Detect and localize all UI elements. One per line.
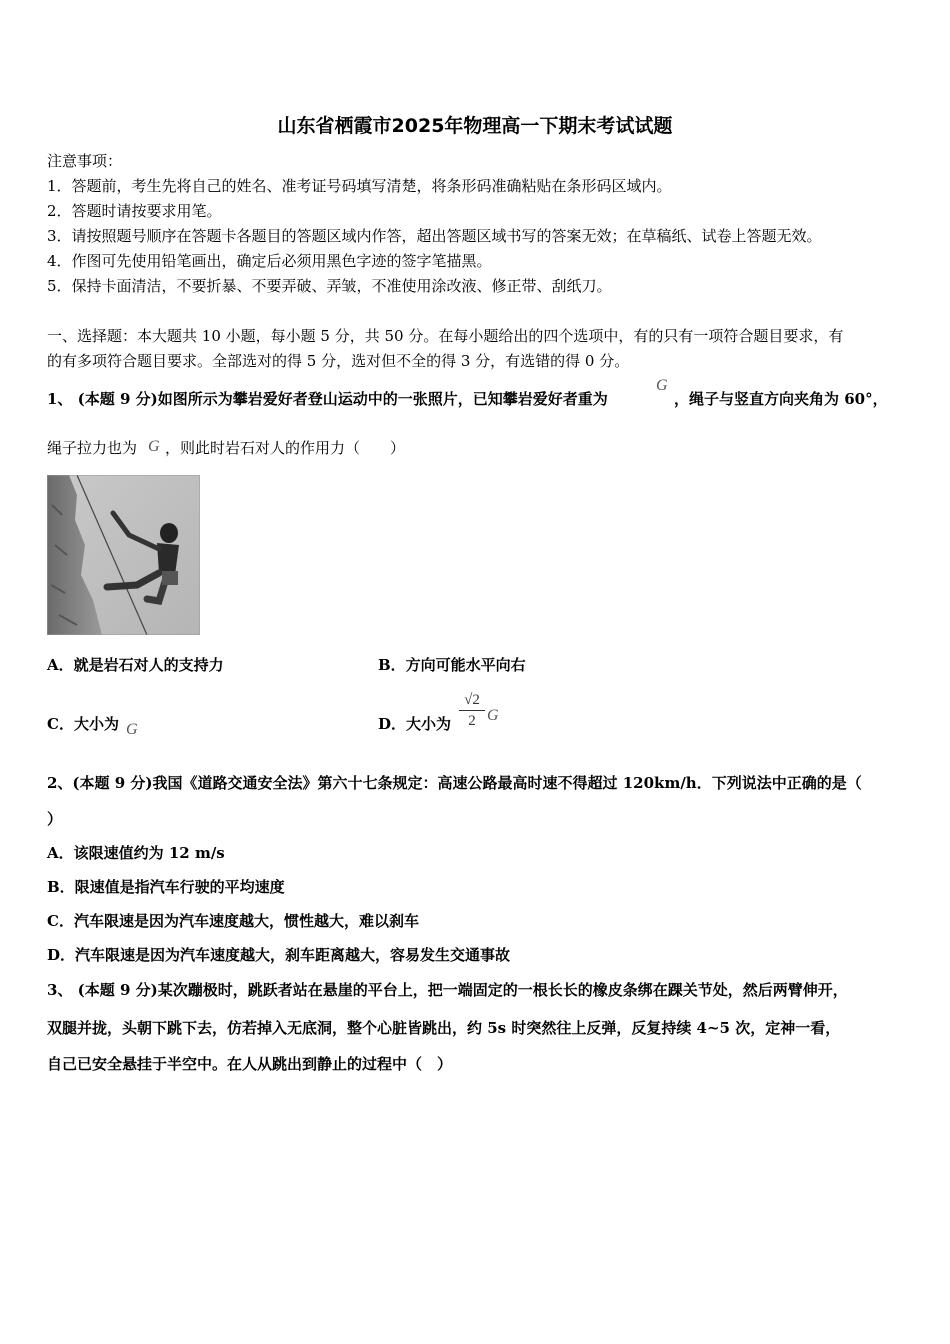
q1-stem-line-1a: 1、 (本题 9 分)如图所示为攀岩爱好者登山运动中的一张照片，已知攀岩爱好者重为	[47, 390, 608, 408]
q1-stem-line-2b: ，则此时岩石对人的作用力（ ）	[165, 439, 406, 457]
q1-option-c-symbol-g: G	[126, 721, 138, 738]
q2-option-b: B．限速值是指汽车行驶的平均速度	[47, 878, 285, 896]
rock-climber-photo	[47, 475, 200, 635]
q1-option-d-symbol-g: G	[487, 707, 499, 724]
q2-stem-line-2: ）	[47, 810, 63, 828]
notice-heading: 注意事项：	[47, 152, 123, 170]
fraction-numerator: √2	[464, 692, 480, 708]
q1-symbol-g-2: G	[148, 438, 160, 455]
fraction-bar	[459, 710, 485, 711]
q1-stem-line-2a: 绳子拉力也为	[47, 439, 138, 457]
q1-option-d: D．大小为	[378, 715, 452, 733]
q2-stem-line-1: 2、(本题 9 分)我国《道路交通安全法》第六十七条规定：高速公路最高时速不得超过 120km/h．下列说法中正确的是（	[47, 774, 862, 792]
q1-stem-line-1b: ，绳子与竖直方向夹角为 60°，	[674, 390, 888, 408]
notice-item-5: 5．保持卡面清洁，不要折暴、不要弄破、弄皱，不准使用涂改液、修正带、刮纸刀。	[47, 277, 612, 295]
section-instructions-line-2: 的有多项符合题目要求。全部选对的得 5 分，选对但不全的得 3 分，有选错的得 0 分。	[47, 352, 630, 370]
notice-item-2: 2．答题时请按要求用笔。	[47, 202, 222, 220]
notice-item-3: 3．请按照题号顺序在答题卡各题目的答题区域内作答，超出答题区域书写的答案无效；在草稿纸、试卷上答题无效。	[47, 227, 822, 245]
q2-option-c: C．汽车限速是因为汽车速度越大，惯性越大，难以刹车	[47, 912, 419, 930]
notice-item-4: 4．作图可先使用铅笔画出，确定后必须用黑色字迹的签字笔描黑。	[47, 252, 492, 270]
section-instructions-line-1: 一、选择题：本大题共 10 小题，每小题 5 分，共 50 分。在每小题给出的四个选项中，有的只有一项符合题目要求，有	[47, 327, 844, 345]
q2-option-d: D．汽车限速是因为汽车速度越大，刹车距离越大，容易发生交通事故	[47, 946, 511, 964]
q3-stem-line-1: 3、 (本题 9 分)某次蹦极时，跳跃者站在悬崖的平台上，把一端固定的一根长长的橡皮条绑在踝关节处，然后两臂伸开，	[47, 981, 848, 999]
notice-item-1: 1．答题前，考生先将自己的姓名、准考证号码填写清楚，将条形码准确粘贴在条形码区域内。	[47, 177, 672, 195]
q1-option-c: C．大小为	[47, 715, 119, 733]
q1-option-d-fraction	[459, 691, 485, 730]
q3-stem-line-3: 自己已安全悬挂于半空中。在人从跳出到静止的过程中（ ）	[47, 1055, 453, 1073]
page-title: 山东省栖霞市2025年物理高一下期末考试试题	[277, 115, 673, 137]
q1-symbol-g: G	[656, 377, 668, 394]
fraction-denominator: 2	[468, 713, 476, 729]
q1-option-b: B．方向可能水平向右	[378, 656, 526, 674]
q3-stem-line-2: 双腿并拢，头朝下跳下去，仿若掉入无底洞，整个心脏皆跳出，约 5s 时突然往上反弹，反复持续 4~5 次，定神一看，	[47, 1019, 841, 1037]
q1-option-a: A．就是岩石对人的支持力	[47, 656, 224, 674]
q2-option-a: A．该限速值约为 12 m/s	[47, 844, 225, 862]
